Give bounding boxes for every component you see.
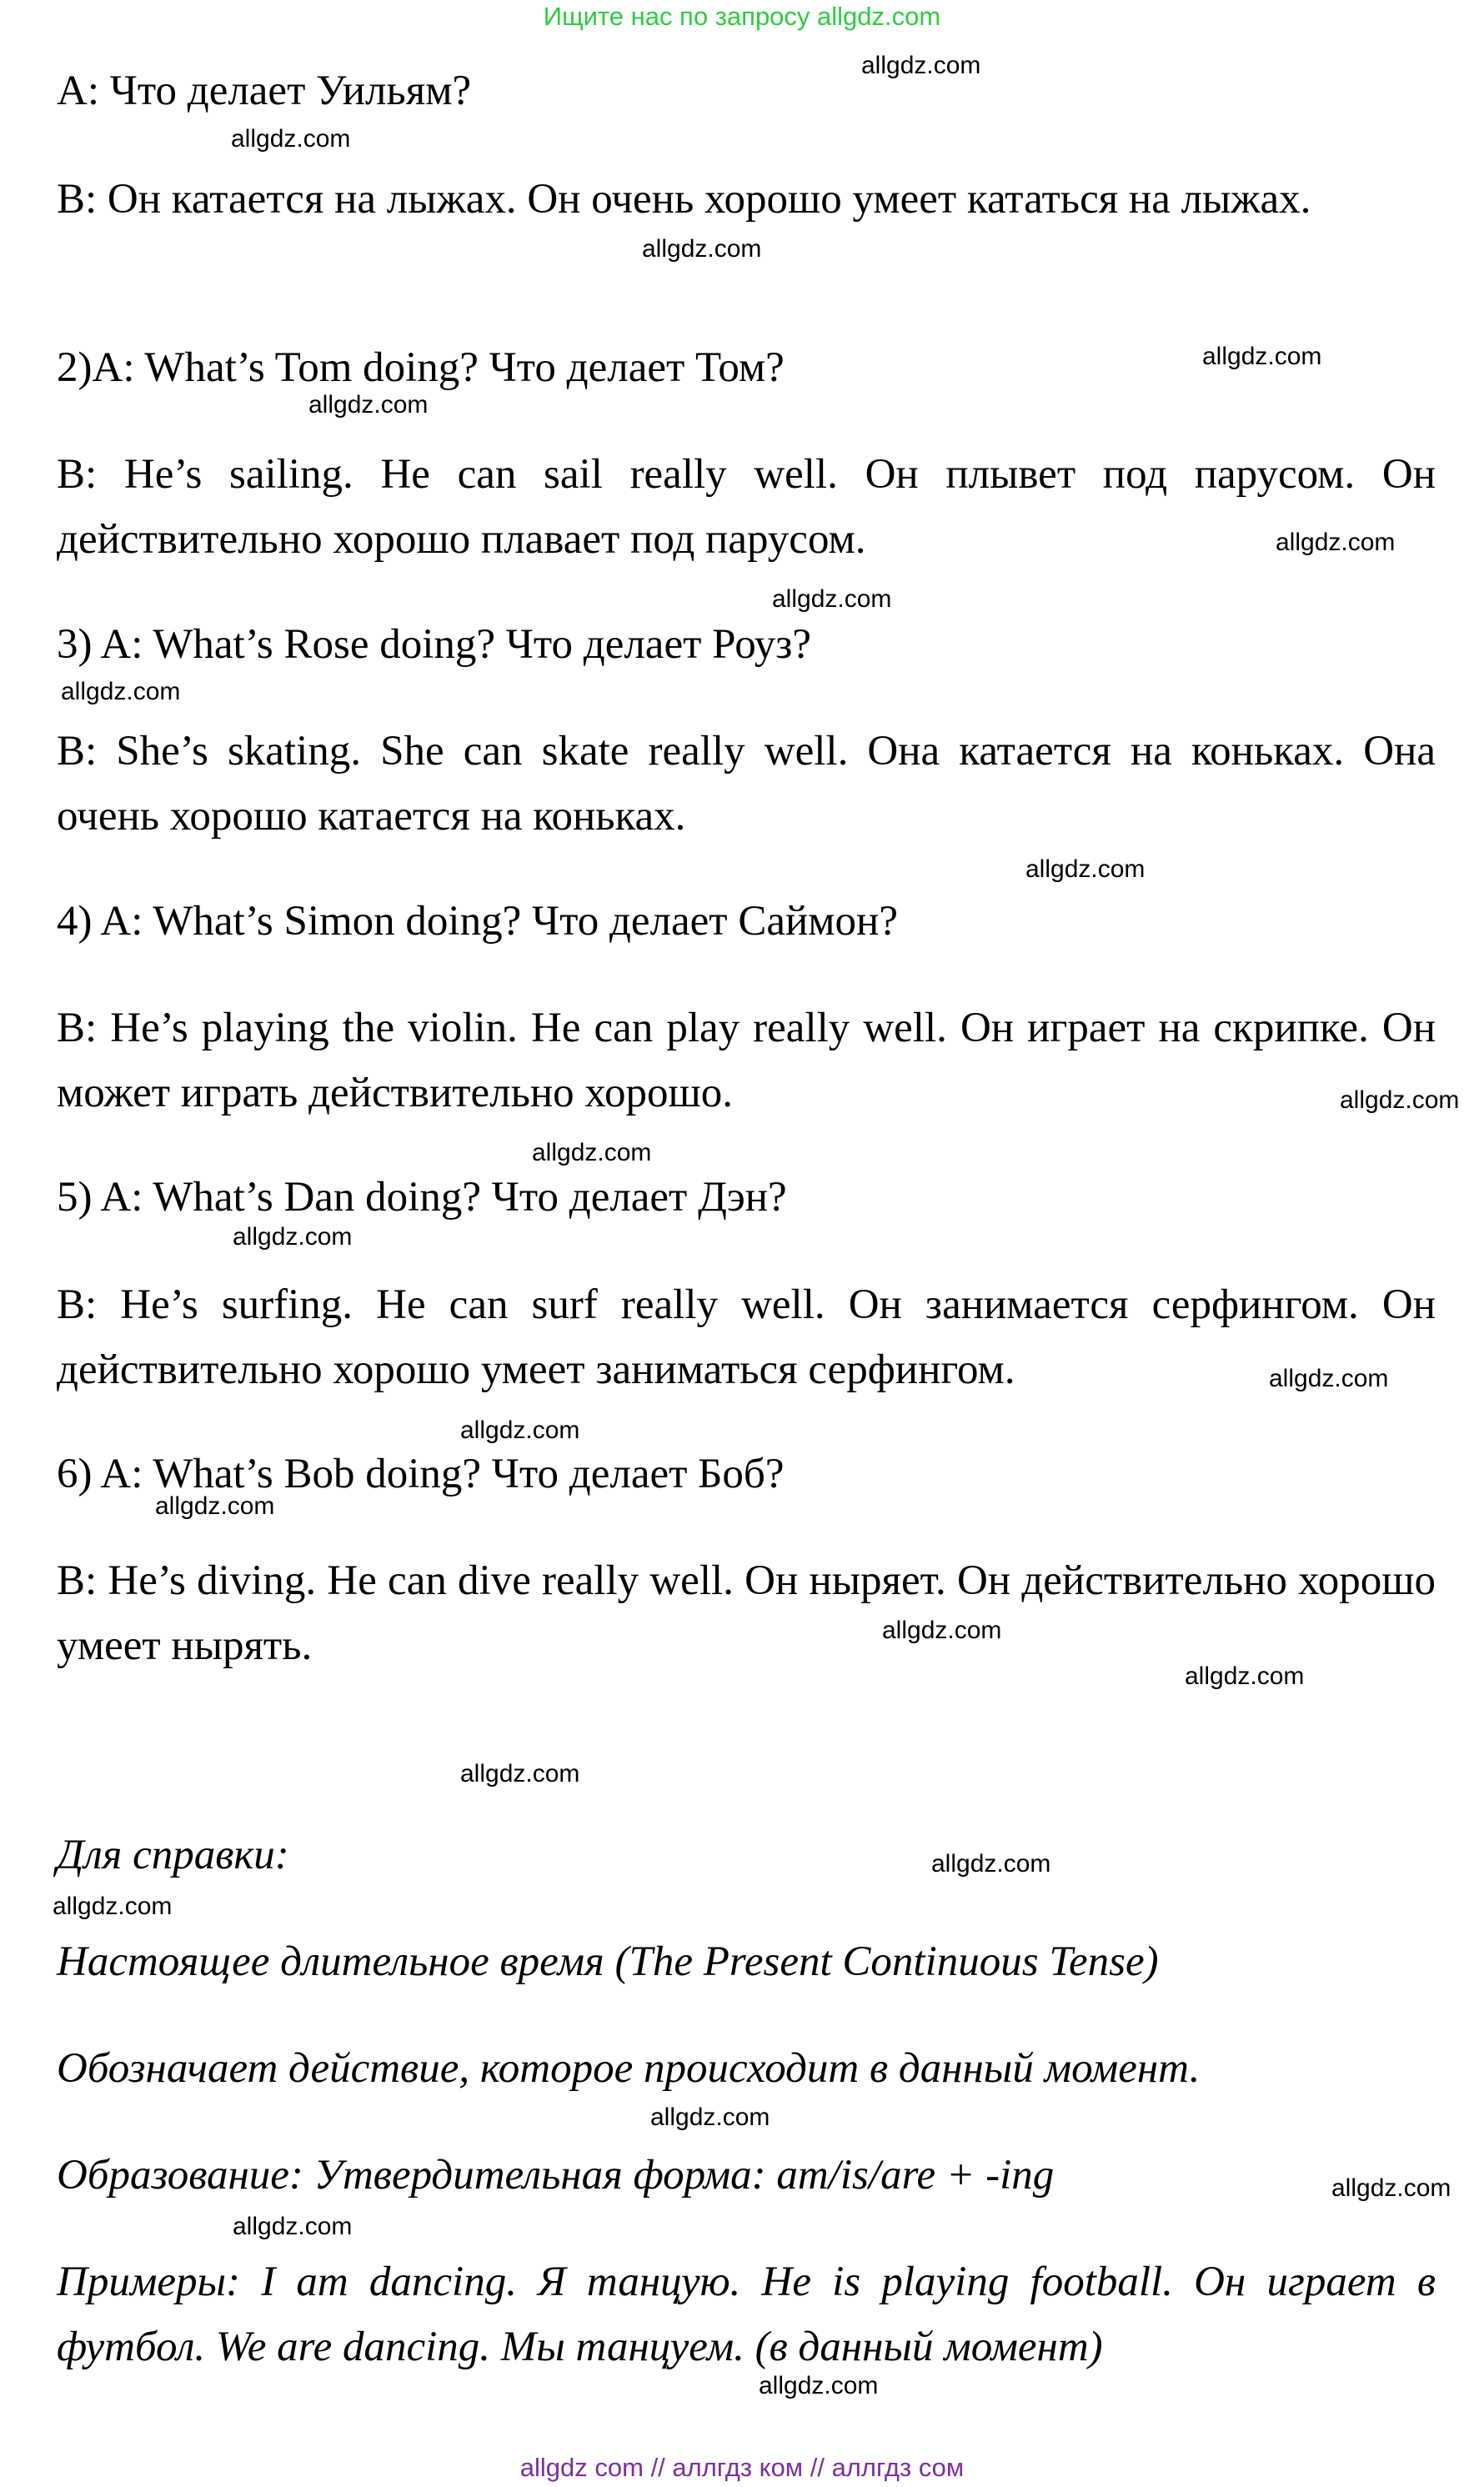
watermark: allgdz.com <box>460 1416 580 1444</box>
dialogue-3-question: 3) A: What’s Rose doing? Что делает Роуз? <box>57 621 812 668</box>
reference-tense: Настоящее длительное время (The Present Continuous Tense) <box>57 1938 1159 1985</box>
watermark: allgdz.com <box>759 2372 879 2399</box>
top-banner: Ищите нас по запросу allgdz.com <box>543 2 941 31</box>
reference-heading: Для справки: <box>57 1832 289 1878</box>
dialogue-2-answer: B: He’s sailing. He can sail really well. Он плывет под парусом. Он действительно хорошо плавает под парусом. <box>57 451 1436 563</box>
reference-meaning: Обозначает действие, которое происходит в данный момент. <box>57 2045 1201 2092</box>
watermark: allgdz.com <box>1276 529 1396 556</box>
dialogue-4-answer: B: He’s playing the violin. He can play really well. Он играет на скрипке. Он может играть действительно хорошо. <box>57 1005 1436 1116</box>
watermark: allgdz.com <box>155 1492 275 1520</box>
dialogue-5-answer: B: He’s surfing. He can surf really well. Он занимается серфингом. Он действительно хорошо умеет заниматься серфингом. <box>57 1281 1436 1393</box>
watermark: allgdz.com <box>861 52 981 79</box>
watermark: allgdz.com <box>650 2103 770 2131</box>
dialogue-1-question: A: Что делает Уильям? <box>57 68 472 114</box>
watermark: allgdz.com <box>931 1850 1051 1878</box>
watermark: allgdz.com <box>233 2213 353 2240</box>
reference-formation: Образование: Утвердительная форма: am/is/are + -ing <box>57 2152 1055 2199</box>
dialogue-1-answer: B: Он катается на лыжах. Он очень хорошо умеет кататься на лыжах. <box>57 176 1311 223</box>
watermark: allgdz.com <box>460 1760 580 1788</box>
dialogue-6-question: 6) A: What’s Bob doing? Что делает Боб? <box>57 1451 785 1497</box>
watermark: allgdz.com <box>882 1617 1002 1644</box>
reference-examples: Примеры: I am dancing. Я танцую. He is playing football. Он играет в футбол. We are dancing. Мы танцуем. (в данный момент) <box>57 2259 1436 2370</box>
watermark: allgdz.com <box>61 678 181 705</box>
watermark: allgdz.com <box>231 125 351 153</box>
watermark: allgdz.com <box>772 585 892 613</box>
watermark: allgdz.com <box>1025 855 1146 883</box>
watermark: allgdz.com <box>1340 1086 1460 1114</box>
dialogue-6-answer: B: He’s diving. He can dive really well. Он ныряет. Он действительно хорошо умеет нырять. <box>57 1557 1436 1669</box>
dialogue-2-question: 2)A: What’s Tom doing? Что делает Том? <box>57 344 785 391</box>
watermark: allgdz.com <box>1269 1365 1389 1392</box>
watermark: allgdz.com <box>53 1893 173 1920</box>
watermark: allgdz.com <box>308 391 429 419</box>
dialogue-3-answer: B: She’s skating. She can skate really well. Она катается на коньках. Она очень хорошо катается на коньках. <box>57 728 1436 840</box>
watermark: allgdz.com <box>1185 1662 1305 1690</box>
watermark: allgdz.com <box>233 1223 353 1251</box>
dialogue-5-question: 5) A: What’s Dan doing? Что делает Дэн? <box>57 1174 787 1221</box>
footer-watermark: allgdz com // аллгдз ком // аллгдз сом <box>519 2453 965 2482</box>
watermark: allgdz.com <box>1202 343 1322 370</box>
watermark: allgdz.com <box>642 235 762 263</box>
dialogue-4-question: 4) A: What’s Simon doing? Что делает Саймон? <box>57 898 898 945</box>
watermark: allgdz.com <box>1331 2174 1451 2202</box>
watermark: allgdz.com <box>532 1139 652 1166</box>
